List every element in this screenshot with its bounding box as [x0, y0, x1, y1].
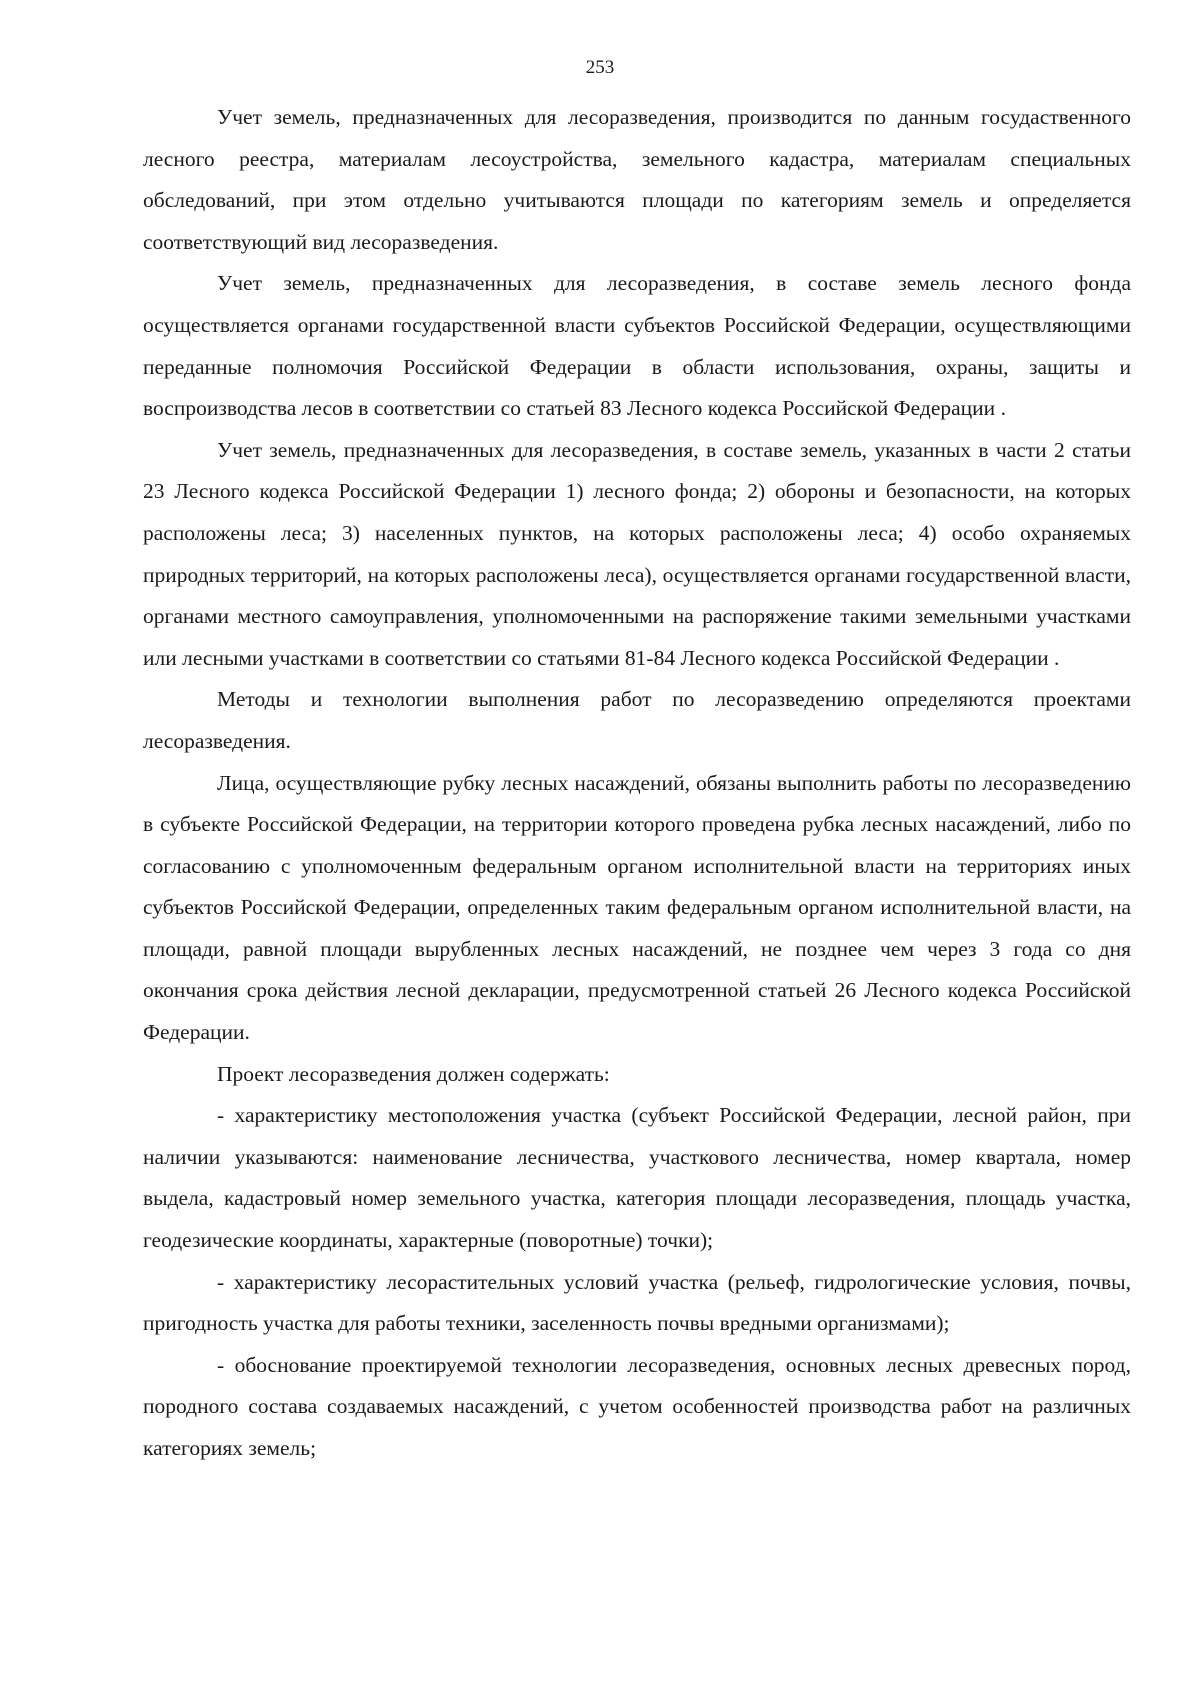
paragraph-felling-obligations: Лица, осуществляющие рубку лесных насаждений, обязаны выполнить работы по лесоразведению в субъекте Российской Федерации, на территории которого проведена рубка лесных насаждений, либо по согласованию с уполномоченным федеральным органом исполнительной власти на территориях иных субъектов Российской Федерации, определенных таким федеральным органом исполнительной власти, на площади, равной площади вырубленных лесных насаждений, не позднее чем через 3 года со дня окончания срока действия лесной декларации, предусмотренной статьей 26 Лесного кодекса Российской Федерации. [143, 770, 1131, 1045]
list-item-technology-justification: - обоснование проектируемой технологии лесоразведения, основных лесных древесных пород, породного состава создаваемых насаждений, с учетом особенностей производства работ на различных категориях земель; [143, 1352, 1131, 1460]
page-number: 253 [585, 57, 615, 78]
paragraph-methods-technologies: Методы и технологии выполнения работ по лесоразведению определяются проектами лесоразведения. [143, 687, 1131, 753]
paragraph-project-contents-intro: Проект лесоразведения должен содержать: [217, 1061, 610, 1086]
paragraph-land-accounting-other-categories: Учет земель, предназначенных для лесоразведения, в составе земель, указанных в части 2 статьи 23 Лесного кодекса Российской Федерации 1) лесного фонда; 2) обороны и безопасности, на которых расположены леса; 3) населенных пунктов, на которых расположены леса; 4) особо охраняемых природных территорий, на которых расположены леса), осуществляется органами государственной власти, органами местного самоуправления, уполномоченными на распоряжение такими земельными участками или лесными участками в соответствии со статьями 81-84 Лесного кодекса Российской Федерации . [143, 437, 1131, 670]
list-item-growing-conditions: - характеристику лесорастительных условий участка (рельеф, гидрологические условия, почвы, пригодность участка для работы техники, заселенность почвы вредными организмами); [143, 1269, 1131, 1336]
document-body [143, 97, 1131, 1470]
paragraph-land-accounting-forest-fund: Учет земель, предназначенных для лесоразведения, в составе земель лесного фонда осуществляется органами государственной власти субъектов Российской Федерации, осуществляющими переданные полномочия Российской Федерации в области использования, охраны, защиты и воспроизводства лесов в соответствии со статьей 83 Лесного кодекса Российской Федерации . [143, 271, 1131, 421]
list-item-location: - характеристику местоположения участка (субъект Российской Федерации, лесной район, при наличии указываются: наименование лесничества, участкового лесничества, номер квартала, номер выдела, кадастровый номер земельного участка, категория площади лесоразведения, площадь участка, геодезические координаты, характерные (поворотные) точки); [143, 1103, 1131, 1253]
paragraph-land-accounting-registry: Учет земель, предназначенных для лесоразведения, производится по данным госудаственного лесного реестра, материалам лесоустройства, земельного кадастра, материалам специальных обследований, при этом отдельно учитываются площади по категориям земель и определяется соответствующий вид лесоразведения. [143, 105, 1131, 254]
